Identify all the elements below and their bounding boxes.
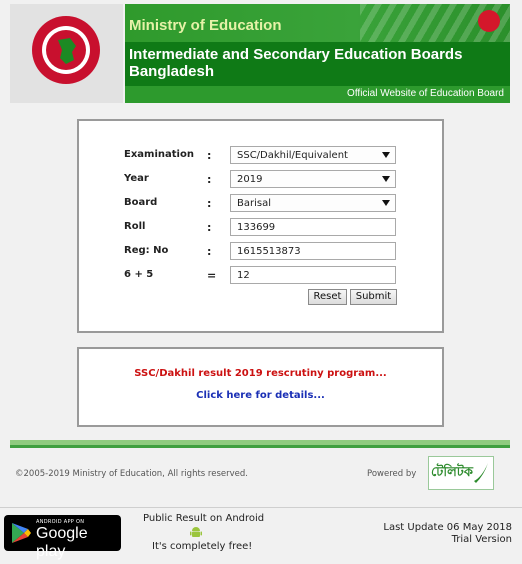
notice-panel — [77, 347, 444, 427]
android-icon — [189, 525, 203, 539]
submit-button[interactable]: Submit — [350, 289, 397, 305]
dropdown-caret-icon — [382, 152, 390, 158]
board-label: Board — [124, 197, 158, 208]
boards-title: Intermediate and Secondary Education Boards Bangladesh — [129, 46, 463, 80]
logo-box — [10, 4, 123, 103]
last-update-text: Last Update 06 May 2018 — [383, 522, 512, 533]
official-site-label: Official Website of Education Board — [347, 88, 504, 99]
store-big-label: Google play — [36, 525, 88, 560]
teletalk-logo-icon[interactable] — [428, 456, 494, 490]
teletalk-swoosh-icon — [472, 461, 490, 485]
dropdown-caret-icon — [382, 176, 390, 182]
google-play-icon — [10, 521, 32, 545]
captcha-input[interactable]: 12 — [230, 266, 396, 284]
copyright-text: ©2005-2019 Ministry of Education, All rights reserved. — [15, 469, 248, 479]
reg-no-input[interactable]: 1615513873 — [230, 242, 396, 260]
colon: : — [207, 173, 212, 186]
captcha-label: 6 + 5 — [124, 269, 154, 280]
store-small-label: ANDROID APP ON — [36, 519, 85, 525]
ministry-title: Ministry of Education — [129, 17, 282, 34]
version-text: Trial Version — [451, 534, 512, 545]
google-play-badge[interactable] — [4, 515, 121, 560]
examination-select[interactable]: SSC/Dakhil/Equivalent — [230, 146, 396, 164]
header-banner — [125, 4, 510, 103]
result-form — [77, 119, 444, 333]
powered-by-label: Powered by — [367, 469, 417, 479]
teletalk-logo-text: টেলিটক — [431, 465, 473, 480]
colon: : — [207, 149, 212, 162]
site-header — [10, 4, 510, 103]
roll-label: Roll — [124, 221, 146, 232]
colon: : — [207, 221, 212, 234]
reg-no-label: Reg: No — [124, 245, 169, 256]
colon: : — [207, 197, 212, 210]
year-select[interactable]: 2019 — [230, 170, 396, 188]
board-select[interactable]: Barisal — [230, 194, 396, 212]
rescrutiny-notice: SSC/Dakhil result 2019 rescrutiny program... — [134, 368, 387, 379]
reset-button[interactable]: Reset — [308, 289, 347, 305]
roll-input[interactable]: 133699 — [230, 218, 396, 236]
year-label: Year — [124, 173, 149, 184]
colon: : — [207, 245, 212, 258]
equals-sign: = — [207, 269, 217, 282]
examination-label: Examination — [124, 149, 194, 160]
dropdown-caret-icon — [382, 200, 390, 206]
android-free-text: It's completely free! — [152, 541, 253, 552]
android-promo-title: Public Result on Android — [143, 513, 265, 524]
details-link[interactable]: Click here for details... — [196, 390, 325, 401]
flag-circle-icon — [478, 10, 500, 32]
govt-seal-icon — [30, 14, 102, 86]
